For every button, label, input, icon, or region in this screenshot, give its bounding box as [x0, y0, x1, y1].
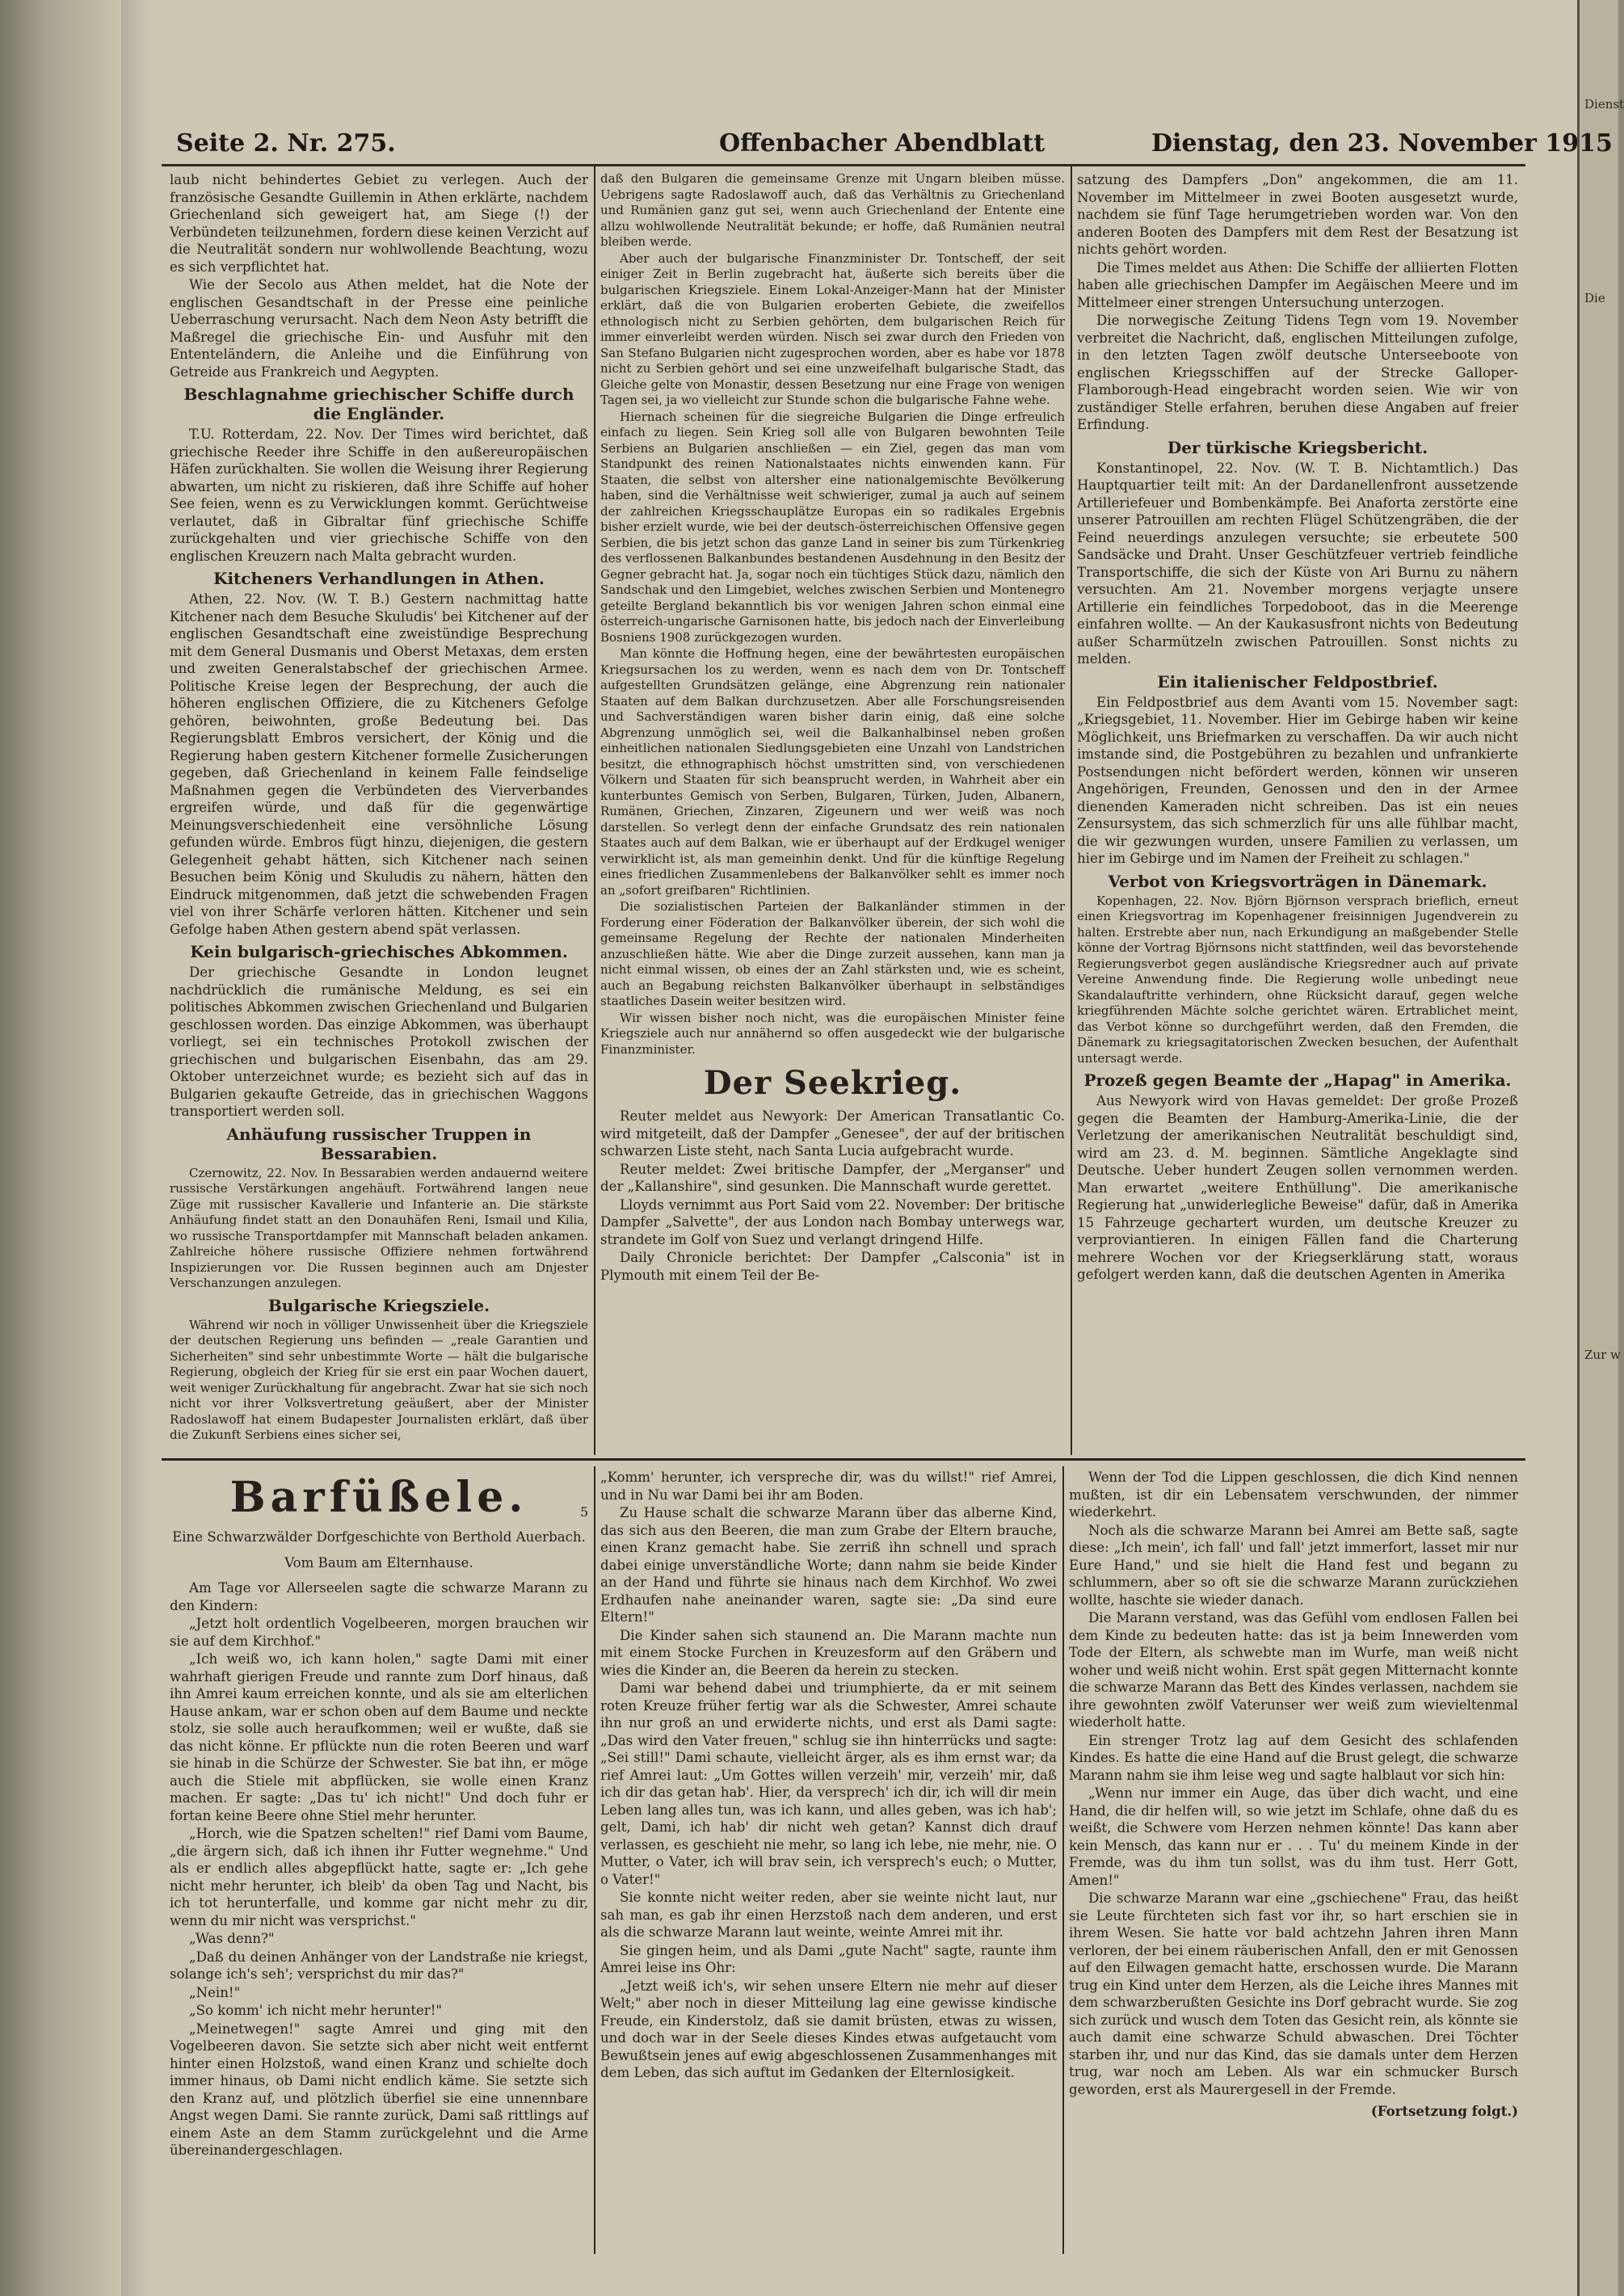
- novel-paragraph: Die Kinder sahen sich staunend an. Die Marann machte nun mit einem Stocke Furchen in Kreuzesform auf den Gräbern und wies die Kinder an, die Beeren da herein zu stecken.: [600, 1627, 1057, 1678]
- novel-paragraph: „So komm' ich nicht mehr herunter!": [189, 2003, 443, 2018]
- article-paragraph: Man könnte die Hoffnung hegen, eine der bewährtesten europäischen Kriegsursachen los zu werden, wenn es nach dem von Dr. Tontscheff aufgestellten Grundsätzen gelänge, eine Abgrenzung rein nationaler Staaten auf dem Balkan durchzusetzen. Aber alle Forschungsreisenden und Sachverständigen waren bisher darin einig, daß eine solche Abgrenzung unmöglich sei, weil die Balkanhalbinsel neben großen einheitlichen nationalen Siedlungsgebieten eine Unzahl von Landstrichen besitzt, die ethnographisch höchst umstritten sind, von verschiedenen Völkern und Staaten für sich beansprucht werden, in Wahrheit aber ein kunterbuntes Gemisch von Serben, Bulgaren, Türken, Juden, Albanern, Rumänen, Griechen, Zinzaren, Zigeunern und wer weiß was noch darstellen. So verlegt denn der einfache Grundsatz des rein nationalen Staates auch auf dem Balkan, wie er überhaupt auf der Erdkugel weniger verwirklicht ist, als man gemeinhin denkt. Und für die künftige Regelung eines friedlichen Zusammenlebens der Balkanvölker sehlt es immer noch an „sofort greifbaren" Richtlinien.: [600, 646, 1065, 898]
- article-paragraph: Lloyds vernimmt aus Port Said vom 22. November: Der britische Dampfer „Salvette", der aus London nach Bombay unterwegs war, strandete im Golf von Suez und verlangt dringend Hilfe.: [600, 1196, 1065, 1247]
- article-paragraph: Die norwegische Zeitung Tidens Tegn vom 19. November verbreitet die Nachricht, daß, englischen Mitteilungen zufolge, in den letzten Tagen zwölf deutsche Unterseeboote von englischen Kriegsschiffen auf der Strecke Galloper-Flamborough-Head eingebracht worden seien. Wie wir von zuständiger Stelle erfahren, beruhen diese Angaben auf freier Erfindung.: [1077, 313, 1518, 432]
- article-headline: Kitcheners Verhandlungen in Athen.: [213, 569, 545, 588]
- article-headline: Bulgarische Kriegsziele.: [267, 1295, 490, 1315]
- novel-paragraph: Wenn der Tod die Lippen geschlossen, die dich Kind nennen mußten, ist dir ein Lebensatem verschwunden, der nimmer wiederkehrt.: [1069, 1470, 1518, 1520]
- novel-paragraph: „Jetzt holt ordentlich Vogelbeeren, morgen brauchen wir sie auf dem Kirchhof.": [170, 1616, 588, 1649]
- novel-paragraph: „Ich weiß wo, ich kann holen," sagte Dami mit einer wahrhaft gierigen Freude und rannte zum Dorf hinaus, daß ihn Amrei kaum erreichen konnte, und als sie am elterlichen Hause ankam, war er schon oben auf dem Baume und neckte stolz, sie solle auch heraufkommen; weil er wußte, daß sie das nicht könne. Er pflückte nun die roten Beeren und warf sie hinab in die Schürze der Schwester. Sie bat ihn, er möge auch die Stiele mit abpflücken, sie wolle einen Kranz machen. Er sagte: „Das tu' ich nicht!" Und doch fuhr er fortan keine Beere ohne Stiel mehr herunter.: [170, 1651, 588, 1823]
- article-paragraph: Aus Newyork wird von Havas gemeldet: Der große Prozeß gegen die Beamten der Hamburg-Amerika-Linie, die der Verletzung der amerikanischen Neutralität beschuldigt sind, wird am 23. d. M. beginnen. Sämtliche Angeklagte sind Deutsche. Ueber hundert Zeugen sollen vernommen werden. Man erwartet „weitere Enthüllung". Die amerikanische Regierung hat „unwiderlegliche Beweise" dafür, daß in Amerika 15 Fahrzeuge gechartert wurden, um deutsche Kreuzer zu verproviantieren. In einigen Fällen fand die Charterung mehrere Wochen vor der Kriegserklärung statt, woraus gefolgert werden kann, daß die deutschen Agenten in Amerika: [1077, 1093, 1518, 1282]
- news-column-2: [600, 171, 1065, 1454]
- column-rule: [1062, 1466, 1064, 2254]
- chapter-heading: Vom Baum am Elternhause.: [284, 1554, 473, 1571]
- novel-paragraph: „Meinetwegen!" sagte Amrei und ging mit den Vogelbeeren davon. Sie setzte sich aber nicht weit entfernt hinter einen Holzstoß, wand einen Kranz und schielte doch immer hinaus, ob Dami nicht endlich käme. Sie setzte sich den Kranz auf, und plötzlich überfiel sie eine unnennbare Angst wegen Dami. Sie rannte zurück, Dami saß rittlings auf einem Aste an dem Stamm zurückgelehnt und die Arme übereinandergeschlagen.: [170, 2021, 588, 2158]
- news-column-3: [1077, 171, 1518, 1454]
- feuilleton-column-3: [1069, 1469, 1518, 2256]
- feuilleton-column-1: [170, 1469, 588, 2256]
- novel-paragraph: Zu Hause schalt die schwarze Marann über das alberne Kind, das sich aus den Beeren, die man zum Grabe der Eltern brauche, einen Kranz gemacht habe. Sie zerriß ihn schnell und sprach dabei einige unverständliche Worte; dann nahm sie beide Kinder an der Hand und führte sie hinaus nach dem Kirchhof. Wo zwei Erdhaufen nahe aneinander waren, sagte sie: „Da sind eure Eltern!": [600, 1505, 1057, 1625]
- article-paragraph: Während wir noch in völliger Unwissenheit über die Kriegsziele der deutschen Regierung uns befinden — „reale Garantien und Sicherheiten" sind sehr unbestimmte Worte — hält die bulgarische Regierung, obgleich der Krieg für sie erst ein paar Wochen dauert, weit weniger Zurückhaltung für angebracht. Zwar hat sie sich noch nicht vor ihrer Volksvertretung geäußert, aber der Minister Radoslawoff hat einem Budapester Journalisten erklärt, daß über die Zukunft Serbiens eines sicher sei,: [170, 1317, 588, 1442]
- novel-title: Barfüßele.: [229, 1473, 528, 1522]
- article-paragraph: Athen, 22. Nov. (W. T. B.) Gestern nachmittag hatte Kitchener nach dem Besuche Skuludis' bei Kitchener auf der englischen Gesandtschaft eine zweistündige Besprechung mit dem General Dusmanis und Oberst Metaxas, dem ersten und zweiten Generalstabschef der griechischen Armee. Politische Kreise legen der Besprechung, der auch die höheren englischen Offiziere, die zu Kitcheners Gefolge gehören, beiwohnten, große Bedeutung bei. Das Regierungsblatt Embros versichert, der König und die Regierung haben gestern Kitchener formelle Zusicherungen gegeben, daß Griechenland in keinem Falle feindselige Maßnahmen gegen die Verbündeten des Vierverbandes ergreifen würde, und daß für die gegenwärtige Meinungsverschiedenheit eine versöhnliche Lösung gefunden würde. Embros fügt hinzu, diejenigen, die gestern Gelegenheit gehabt hätten, sich Kitchener nach seinen Besuchen beim König und Skuludis zu nähern, hätten den Eindruck mitgenommen, daß jetzt die schwebenden Fragen viel von ihrer Schärfe verloren hätten. Kitchener und sein Gefolge haben Athen gestern abend spät verlassen.: [170, 591, 588, 937]
- page-header: [162, 129, 1613, 162]
- novel-paragraph: Sie gingen heim, und als Dami „gute Nacht" sagte, raunte ihm Amrei leise ins Ohr:: [600, 1942, 1057, 1975]
- adjacent-fragment: Die: [1584, 291, 1605, 305]
- article-paragraph: laub nicht behindertes Gebiet zu verlegen. Auch der französische Gesandte Guillemin in Athen erklärte, nachdem Griechenland sich geweigert hat, am Siege (!) der Verbündeten teilzunehmen, fordern diese keinen Verzicht auf die Neutralität sondern nur wohlwollende Beachtung, wozu es sich verpflichtet hat.: [170, 172, 588, 275]
- article-headline: Kein bulgarisch-griechisches Abkommen.: [190, 942, 568, 961]
- novel-paragraph: Ein strenger Trotz lag auf dem Gesicht des schlafenden Kindes. Es hatte die eine Hand auf die Brust gelegt, die schwarze Marann nahm sie ihm leise weg und sagte halblaut vor sich hin:: [1069, 1732, 1518, 1783]
- novel-paragraph: „Wenn nur immer ein Auge, das über dich wacht, und eine Hand, die dir helfen will, so wie jetzt im Schlafe, ohne daß du es weißt, die Schwere vom Herzen nehmen könnte! Das kann aber kein Mensch, das kann nur er . . . Tu' du meinem Kinde in der Fremde, was du ihm tun sollst, was du ihm tust. Herr Gott, Amen!": [1069, 1785, 1518, 1888]
- novel-paragraph: „Horch, wie die Spatzen schelten!" rief Dami vom Baume, „die ärgern sich, daß ich ihnen ihr Futter wegnehme." Und als er endlich alles abgepflückt hatte, sagte er: „Ich gehe nicht mehr herunter, ich bleib' da oben Tag und Nacht, bis ich tot herunterfalle, und komme gar nicht mehr zu dir, wenn du mir nicht was versprichst.": [170, 1826, 588, 1928]
- section-headline: Der Seekrieg.: [703, 1064, 962, 1102]
- article-paragraph: Die Times meldet aus Athen: Die Schiffe der alliierten Flotten haben alle griechischen Dampfer im Aegäischen Meere und im Mittelmeer einer strengen Untersuchung unterzogen.: [1077, 259, 1518, 310]
- article-paragraph: Kopenhagen, 22. Nov. Björn Björnson versprach brieflich, erneut einen Kriegsvortrag im Kopenhagener freisinnigen Jugendverein zu halten. Erstrebte aber nun, nach Erkundigung an maßgebender Stelle könne der Vortrag Björnsons nicht stattfinden, weil das bevorstehende Regierungsverbot gegen ausländische Kriegsredner auch auf private Vereine Anwendung finde. Die Regierung wolle unbedingt neue Skandalauftritte verhindern, ohne Rücksicht darauf, gegen welche kriegführenden Mächte solche gerichtet wären. Ertrablichet meint, das Verbot könne so durchgeführt werden, daß den Fremden, die Dänemark zu kriegsagitatorischen Zwecken besuchen, der Aufenthalt untersagt werde.: [1077, 893, 1518, 1066]
- issue-date: Dienstag, den 23. November 1915: [1151, 129, 1613, 158]
- novel-subtitle: Eine Schwarzwälder Dorfgeschichte von Berthold Auerbach.: [172, 1529, 586, 1545]
- column-rule: [594, 166, 595, 1455]
- header-rule: [162, 164, 1525, 166]
- article-paragraph: Reuter meldet: Zwei britische Dampfer, der „Merganser" und der „Kallanshire", sind gesunken. Die Mannschaft wurde gerettet.: [600, 1161, 1065, 1194]
- continued-note: (Fortsetzung folgt.): [1370, 2103, 1518, 2119]
- spine-shadow: [121, 0, 154, 2296]
- article-paragraph: Wir wissen bisher noch nicht, was die europäischen Minister feine Kriegsziele auch nur annähernd so offen ausgedeckt wie der bulgarische Finanzminister.: [600, 1010, 1065, 1057]
- column-rule: [1071, 166, 1072, 1455]
- column-rule: [594, 1466, 595, 2254]
- article-headline: Der türkische Kriegsbericht.: [1167, 437, 1428, 457]
- article-paragraph: Reuter meldet aus Newyork: Der American Transatlantic Co. wird mitgeteilt, daß der Dampfer „Genesee", der auf der britischen schwarzen Liste steht, nach Santa Lucia aufgebracht wurde.: [600, 1108, 1065, 1159]
- article-paragraph: daß den Bulgaren die gemeinsame Grenze mit Ungarn bleiben müsse. Uebrigens sagte Radoslawoff auch, daß das Verhältnis zu Griechenland und Rumänien ganz gut sei, wenn auch Griechenland der Entente eine allzu wohlwollende Neutralität bekunde; er hoffe, daß Rumänien neutral bleiben werde.: [600, 171, 1065, 249]
- newspaper-name: Offenbacher Abendblatt: [719, 129, 1046, 158]
- article-paragraph: T.U. Rotterdam, 22. Nov. Der Times wird berichtet, daß griechische Reeder ihre Schiffe in den außereuropäischen Häfen zurückhalten. Sie wollen die Weisung ihrer Regierung abwarten, um nicht zu riskieren, daß ihre Schiffe auf hoher See feien, wenn es zu Verwicklungen kommt. Gerüchtweise verlautet, daß in Gibraltar fünf griechische Schiffe zurückgehalten und vier griechische Schiffe von den englischen Kreuzern nach Malta gebracht wurden.: [170, 427, 588, 564]
- novel-paragraph: Noch als die schwarze Marann bei Amrei am Bette saß, sagte diese: „Ich mein', ich fall' und fall' jetzt immerfort, lasset mir nur Eure Hand," und sie hielt die Hand fest und begann zu schlummern, aber so oft sie die schwarze Marann zurückziehen wollte, haschte sie wieder danach.: [1069, 1522, 1518, 1608]
- article-paragraph: Wie der Secolo aus Athen meldet, hat die Note der englischen Gesandtschaft in der Presse eine peinliche Ueberraschung verursacht. Nach dem Neon Asty betrifft die Maßregel die griechische Ein- und Ausfuhr mit den Ententeländern, die Anleihe und die Einführung von Getreide aus Frankreich und Aegypten.: [170, 277, 588, 380]
- feuilleton-column-2: [600, 1469, 1057, 2256]
- novel-paragraph: Dami war behend dabei und triumphierte, da er mit seinem roten Kreuze früher fertig war als die Schwester, Amrei schaute ihn nur groß an und erwiderte nichts, und erst als Dami sagte: „Das wird den Vater freuen," schlug sie ihn hinterrücks und sagte: „Sei still!" Dami schaute, vielleicht ärger, als es ihm ernst war; da rief Amrei laut: „Um Gottes willen verzeih' mir, verzeih' mir, daß ich dir das getan hab'. Hier, da versprech' ich dir, ich will dir mein Leben lang alles tun, was ich kann, und alles geben, was ich hab'; gelt, Dami, ich hab' dir nicht weh getan? Kannst dich drauf verlassen, es geschieht nie mehr, so lang ich lebe, nie mehr, nie. O Mutter, o Vater, ich will brav sein, ich versprech's euch; o Mutter, o Vater!": [600, 1680, 1057, 1887]
- novel-paragraph: Sie konnte nicht weiter reden, aber sie weinte nicht laut, nur sah man, es gab ihr einen Herzstoß nach dem anderen, und erst als die schwarze Marann laut weinte, weinte Amrei mit ihr.: [600, 1890, 1057, 1940]
- feuilleton-rule: [162, 1458, 1525, 1461]
- article-headline: Prozeß gegen Beamte der „Hapag" in Amerika.: [1083, 1070, 1512, 1090]
- novel-paragraph: „Jetzt weiß ich's, wir sehen unsere Eltern nie mehr auf dieser Welt;" aber noch in dieser Mitteilung lag eine gewisse kindische Freude, ein Kinderstolz, daß sie damit brüsten, etwas zu wissen, und doch war in der Seele dieses Kindes etwas aufgetaucht vom Bewußtsein jenes auf ewig abgeschlossenen Zusammenhanges mit dem Leben, das sich auftut im Gedanken der Elternlosigkeit.: [600, 1978, 1057, 2080]
- adjacent-page-edge: [1577, 0, 1624, 2296]
- article-paragraph: Der griechische Gesandte in London leugnet nachdrücklich die rumänische Meldung, es sei ein politisches Abkommen zwischen Griechenland und Bulgarien geschlossen worden. Das einzige Abkommen, was überhaupt vorliegt, sei ein technisches Protokoll zwischen der griechischen und bulgarischen Eisenbahn, das am 29. Oktober unterzeichnet wurde; es bezieht sich auf das in Bulgarien gekaufte Getreide, das in griechischen Waggons transportiert werden soll.: [170, 965, 588, 1119]
- article-headline: Anhäufung russischer Truppen in Bessarabien.: [226, 1124, 532, 1163]
- news-column-1: [170, 171, 588, 1454]
- article-paragraph: Die sozialistischen Parteien der Balkanländer stimmen in der Forderung einer Föderation der Balkanvölker überein, der sich wohl die gemeinsame Regelung der Rechte der nationalen Minderheiten anzuschließen hätte. Wie aber die Dinge zurzeit aussehen, kann man ja nicht einmal wissen, ob eines der an Zahl stärksten und, wie es scheint, auch an Begabung reichsten Balkanvölker überhaupt in selbständiges staatliches Dasein weiter besitzen wird.: [600, 899, 1065, 1008]
- article-paragraph: satzung des Dampfers „Don" angekommen, die am 11. November im Mittelmeer in zwei Booten ausgesetzt wurde, nachdem sie fünf Tage herumgetrieben worden war. Von den anderen Booten des Dampfers mit dem Rest der Besatzung ist nichts gehört worden.: [1077, 172, 1518, 257]
- article-headline: Beschlagnahme griechischer Schiffe durch die Engländer.: [183, 385, 574, 423]
- article-paragraph: Ein Feldpostbrief aus dem Avanti vom 15. November sagt: „Kriegsgebiet, 11. November. Hier im Gebirge haben wir keine Möglichkeit, uns Briefmarken zu verschaffen. Da wir auch nicht imstande sind, die Postgebühren zu bezahlen und unfrankierte Postsendungen nicht befördert werden, können wir unseren Angehörigen, Freunden, Genossen und den in der Armee dienenden Kameraden nicht schreiben. Das ist ein neues Zensursystem, das sich schmerzlich für uns alle fühlbar macht, die wir gezwungen wurden, unsere Familien zu verlassen, um hier im Gebirge und im Namen der Freiheit zu schlagen.": [1077, 694, 1518, 866]
- novel-paragraph: Die schwarze Marann war eine „gschiechene" Frau, das heißt sie Leute fürchteten sich fast vor ihr, so hart erschien sie in ihrem Wesen. Sie hatte vor bald achtzehn Jahren ihren Mann verloren, der bei einem räuberischen Anfall, den er mit Genossen auf den Eilwagen gemacht hatte, erschossen wurde. Die Marann trug ein Kind unter dem Herzen, als die Leiche ihres Mannes mit dem schwarzberußten Gesichte ins Dorf gebracht wurde. Sie zog sich zurück und wusch dem Toten das Gesicht rein, als könnte sie auch damit eine schwarze Schuld abwaschen. Drei Töchter starben ihr, und nur das Kind, das sie damals unter dem Herzen trug, war noch am Leben. Als war ein schmucker Bursch geworden, erst als Maurergesell in der Fremde.: [1069, 1890, 1518, 2097]
- installment-number: 5: [580, 1504, 589, 1520]
- adjacent-fragment: Dienst: [1584, 97, 1624, 111]
- novel-paragraph: „Was denn?": [189, 1931, 275, 1946]
- adjacent-fragment: Zur w: [1584, 1348, 1621, 1362]
- novel-paragraph: „Komm' herunter, ich verspreche dir, was du willst!" rief Amrei, und in Nu war Dami bei ihr am Boden.: [600, 1470, 1057, 1503]
- article-paragraph: Hiernach scheinen für die siegreiche Bulgarien die Dinge erfreulich einfach zu liegen. Sein Krieg soll alle von Bulgaren bewohnten Teile Serbiens an Bulgarien anschließen — ein Ziel, gegen das man vom Standpunkt des reinen Nationalstaates nichts einwenden kann. Für Staaten, die selbst von altersher eine nationalgemischte Bevölkerung haben, sind die Verhältnisse weit schwieriger, zumal ja auch auf seinem der zahlreichen Kriegsschauplätze Europas ein so radikales Ergebnis bisher erzielt wurde, wie bei der deutsch-österreichischen Offensive gegen Serbien, die bis jetzt schon das ganze Land in seiner bis zum Türkenkrieg des verflossenen Balkanbundes bestandenen Ausdehnung in den Besitz der Gegner gebracht hat. Ja, sogar noch ein tüchtiges Stück dazu, nämlich den Sandschak und den Limgebiet, welches zwischen Serbien und Montenegro geteilte Bergland bekanntlich bis vor wenigen Jahren schon einmal eine österreich-ungarische Garnisonen hatte, bis jedoch nach der Einverleibung Bosniens 1908 zurückgezogen wurden.: [600, 409, 1065, 645]
- novel-paragraph: Die Marann verstand, was das Gefühl vom endlosen Fallen bei dem Kinde zu bedeuten hatte: das ist ja beim Innewerden vom Tode der Eltern, als schwebte man im Wurfe, man weiß nicht woher und weiß nicht wohin. Erst spät gegen Mitternacht konnte die schwarze Marann das Bett des Kindes verlassen, nachdem sie ihre gewohnten zwölf Vaterunser wer weiß zum wievieltenmal wiederholt hatte.: [1069, 1610, 1518, 1730]
- novel-paragraph: „Daß du deinen Anhänger von der Landstraße nie kriegst, solange ich's seh'; versprichst du mir das?": [170, 1949, 588, 1982]
- article-headline: Ein italienischer Feldpostbrief.: [1157, 671, 1438, 692]
- novel-paragraph: Am Tage vor Allerseelen sagte die schwarze Marann zu den Kindern:: [170, 1580, 588, 1613]
- article-headline: Verbot von Kriegsvorträgen in Dänemark.: [1108, 871, 1487, 891]
- article-paragraph: Aber auch der bulgarische Finanzminister Dr. Tontscheff, der seit einiger Zeit in Berlin zugebracht hat, äußerte sich bereits über die bulgarischen Kriegsziele. Einem Lokal-Anzeiger-Mann hat der Minister erklärt, daß die von Bulgarien eroberten Gebiete, die zweifellos ethnologisch nicht zu Serbien gehörten, dem bulgarischen Reich für immer einverleibt werden würden. Nisch sei zwar durch den Frieden von San Stefano Bulgarien nicht zugesprochen worden, aber es habe vor 1878 nicht zu Serbien gehört und sei eine unzweifelhaft bulgarische Stadt, das Gleiche gelte von Monastir, dessen Besetzung nur eine Frage von wenigen Tagen sei, ja wo vielleicht zur Stunde schon die bulgarische Fahne wehe.: [600, 250, 1065, 407]
- article-paragraph: Czernowitz, 22. Nov. In Bessarabien werden andauernd weitere russische Verstärkungen angehäuft. Fortwährend langen neue Züge mit russischer Kavallerie und Infanterie an. Die stärkste Anhäufung findet statt an den Donauhäfen Reni, Ismail und Kilia, wo russische Transportdampfer mit Mannschaft beladen ankamen. Zahlreiche höhere russische Offiziere nehmen fortwährend Inspizierungen vor. Die Russen beginnen auch am Dnjester Verschanzungen anzulegen.: [170, 1165, 588, 1290]
- page-number: Seite 2. Nr. 275.: [176, 129, 396, 158]
- novel-paragraph: „Nein!": [189, 1984, 241, 2000]
- article-paragraph: Konstantinopel, 22. Nov. (W. T. B. Nichtamtlich.) Das Hauptquartier teilt mit: An der Dardanellenfront aussetzende Artilleriefeuer und Bombenkämpfe. Bei Anaforta zerstörte eine unserer Patrouillen am rechten Flügel Schützengräben, die der Feind neuerdings anzulegen versuchte; sie erbeutete 500 Sandsäcke und Draht. Unser Geschützfeuer vertrieb feindliche Transportschiffe, die sich der Küste von Ari Burnu zu nähern versuchten. Am 21. November morgens verjagte unsere Artillerie ein feindliches Torpedoboot, das in die Meerenge einfahren wollte. — An der Kaukasusfront nichts von Bedeutung außer Scharmützeln zwischen Patrouillen. Sonst nichts zu melden.: [1077, 460, 1518, 667]
- book-binding: [0, 0, 121, 2296]
- article-paragraph: Daily Chronicle berichtet: Der Dampfer „Calsconia" ist in Plymouth mit einem Teil der Be-: [600, 1250, 1065, 1283]
